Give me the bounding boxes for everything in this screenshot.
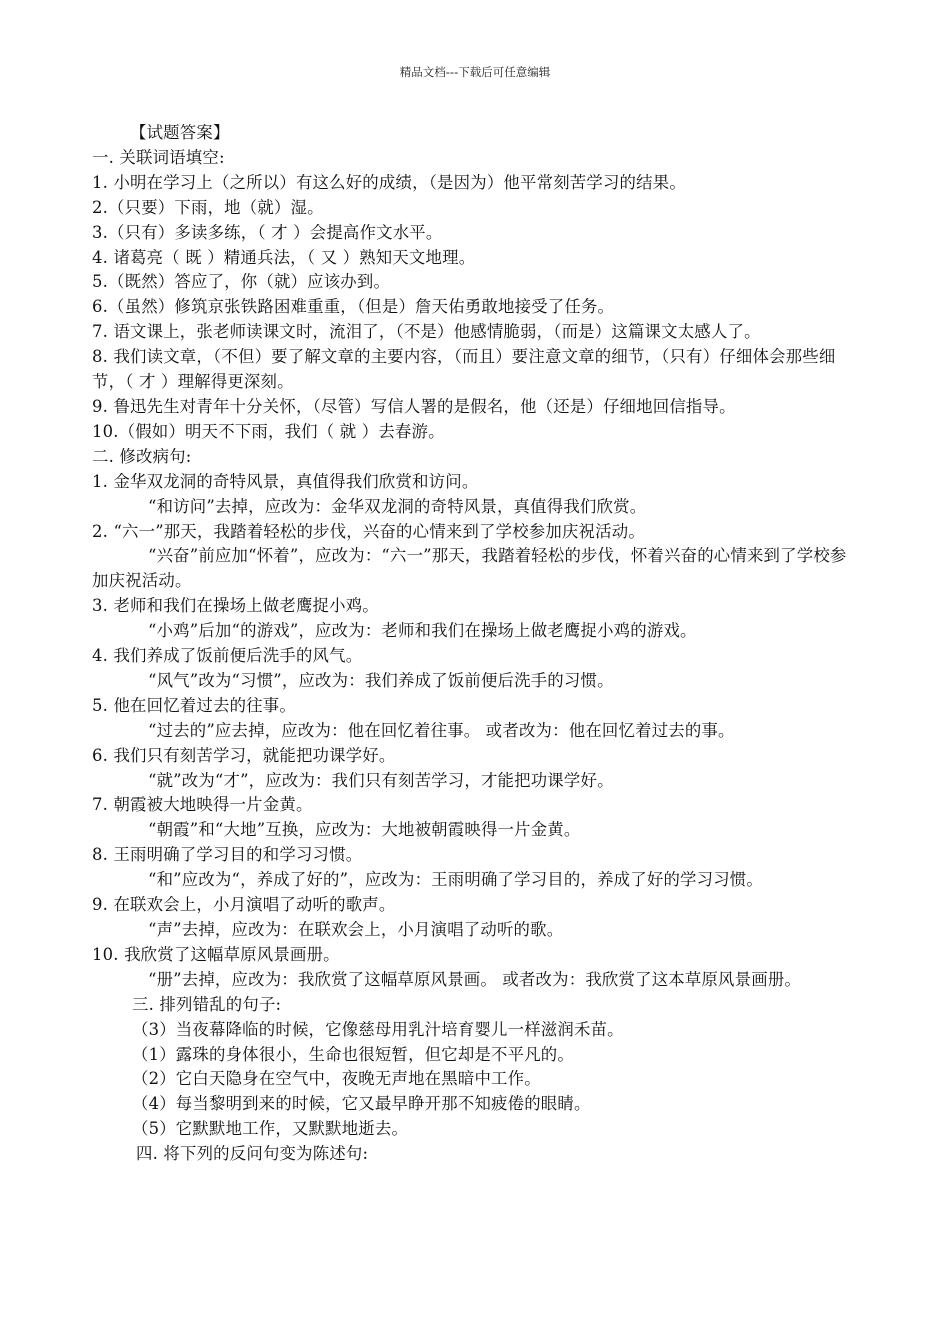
question-item: 10. 我欣赏了这幅草原风景画册。 <box>92 944 340 964</box>
section-3-list <box>92 1018 862 1143</box>
list-item: 10.（假如）明天不下雨，我们（ 就 ）去春游。 <box>92 421 445 441</box>
answer-item: “风气”改为“习惯”，应改为：我们养成了饭前便后洗手的习惯。 <box>148 670 614 690</box>
answer-item: “和访问”去掉，应改为：金华双龙洞的奇特风景，真值得我们欣赏。 <box>148 496 647 516</box>
list-item: （5）它默默地工作，又默默地逝去。 <box>132 1119 409 1139</box>
question-item: 9. 在联欢会上，小月演唱了动听的歌声。 <box>92 895 396 915</box>
list-item: 7. 语文课上，张老师读课文时，流泪了，（不是）他感情脆弱，（而是）这篇课文太感人了。 <box>92 322 761 342</box>
list-item: 3.（只有）多读多练，（ 才 ）会提高作文水平。 <box>92 222 443 242</box>
list-item: 5.（既然）答应了，你（就）应该办到。 <box>92 272 391 292</box>
question-item: 3. 老师和我们在操场上做老鹰捉小鸡。 <box>92 596 379 616</box>
document-body <box>92 121 862 1167</box>
page-header: 精品文档---下载后可任意编辑 <box>399 65 551 79</box>
answer-item: “兴奋”前应加“怀着”，应改为：“六一”那天，我踏着轻松的步伐，怀着兴奋的心情来到了学校参加庆祝活动。 <box>92 546 847 591</box>
answer-item: “册”去掉，应改为：我欣赏了这幅草原风景画。 或者改为：我欣赏了这本草原风景画册。 <box>148 969 802 989</box>
list-item: 4. 诸葛亮（ 既 ）精通兵法，（ 又 ）熟知天文地理。 <box>92 247 476 267</box>
list-item: （4）每当黎明到来的时候，它又最早睁开那不知疲倦的眼睛。 <box>132 1094 591 1114</box>
question-item: 5. 他在回忆着过去的往事。 <box>92 695 296 715</box>
question-item: 2. “六一”那天，我踏着轻松的步伐，兴奋的心情来到了学校参加庆祝活动。 <box>92 521 645 541</box>
question-item: 1. 金华双龙洞的奇特风景，真值得我们欣赏和访问。 <box>92 471 479 491</box>
list-item: （1）露珠的身体很小，生命也很短暂，但它却是不平凡的。 <box>132 1044 574 1064</box>
list-item: 1. 小明在学习上（之所以）有这么好的成绩，（是因为）他平常刻苦学习的结果。 <box>92 172 686 192</box>
answer-item: “小鸡”后加“的游戏”，应改为：老师和我们在操场上做老鹰捉小鸡的游戏。 <box>148 621 697 641</box>
answer-item: “就”改为“才”，应改为：我们只有刻苦学习，才能把功课学好。 <box>148 770 614 790</box>
answer-item: “过去的”应去掉，应改为：他在回忆着往事。 或者改为：他在回忆着过去的事。 <box>148 720 735 740</box>
list-item: 6.（虽然）修筑京张铁路困难重重，（但是）詹天佑勇敢地接受了任务。 <box>92 297 615 317</box>
section-4-heading: 四. 将下列的反问句变为陈述句: <box>136 1144 369 1164</box>
question-item: 8. 王雨明确了学习目的和学习习惯。 <box>92 845 363 865</box>
answer-item: “和”应改为“，养成了好的”，应改为：王雨明确了学习目的，养成了好的学习习惯。 <box>148 870 763 890</box>
list-item: 2.（只要）下雨，地（就）湿。 <box>92 197 324 217</box>
answer-title: 【试题答案】 <box>130 123 230 142</box>
section-1-list <box>92 171 862 445</box>
section-3-heading: 三. 排列错乱的句子: <box>132 994 282 1014</box>
answer-item: “声”去掉，应改为：在联欢会上，小月演唱了动听的歌。 <box>148 920 564 939</box>
list-item: 9. 鲁迅先生对青年十分关怀，（尽管）写信人署的是假名，他（还是）仔细地回信指导。 <box>92 396 736 416</box>
question-item: 4. 我们养成了饭前便后洗手的风气。 <box>92 646 363 666</box>
section-1-heading: 一. 关联词语填空: <box>92 147 225 167</box>
answer-item: “朝霞”和“大地”互换，应改为：大地被朝霞映得一片金黄。 <box>148 820 581 840</box>
question-item: 7. 朝霞被大地映得一片金黄。 <box>92 795 313 815</box>
list-item: 8. 我们读文章，（不但）要了解文章的主要内容，（而且）要注意文章的细节，（只有）仔细体会那些细节，（ 才 ）理解得更深刻。 <box>92 347 836 392</box>
question-item: 6. 我们只有刻苦学习，就能把功课学好。 <box>92 745 396 765</box>
section-2-heading: 二. 修改病句: <box>92 446 192 466</box>
list-item: （3）当夜幕降临的时候，它像慈母用乳汁培育婴儿一样滋润禾苗。 <box>132 1019 624 1039</box>
section-2-list <box>92 470 862 993</box>
list-item: （2）它白天隐身在空气中，夜晚无声地在黑暗中工作。 <box>132 1069 541 1089</box>
